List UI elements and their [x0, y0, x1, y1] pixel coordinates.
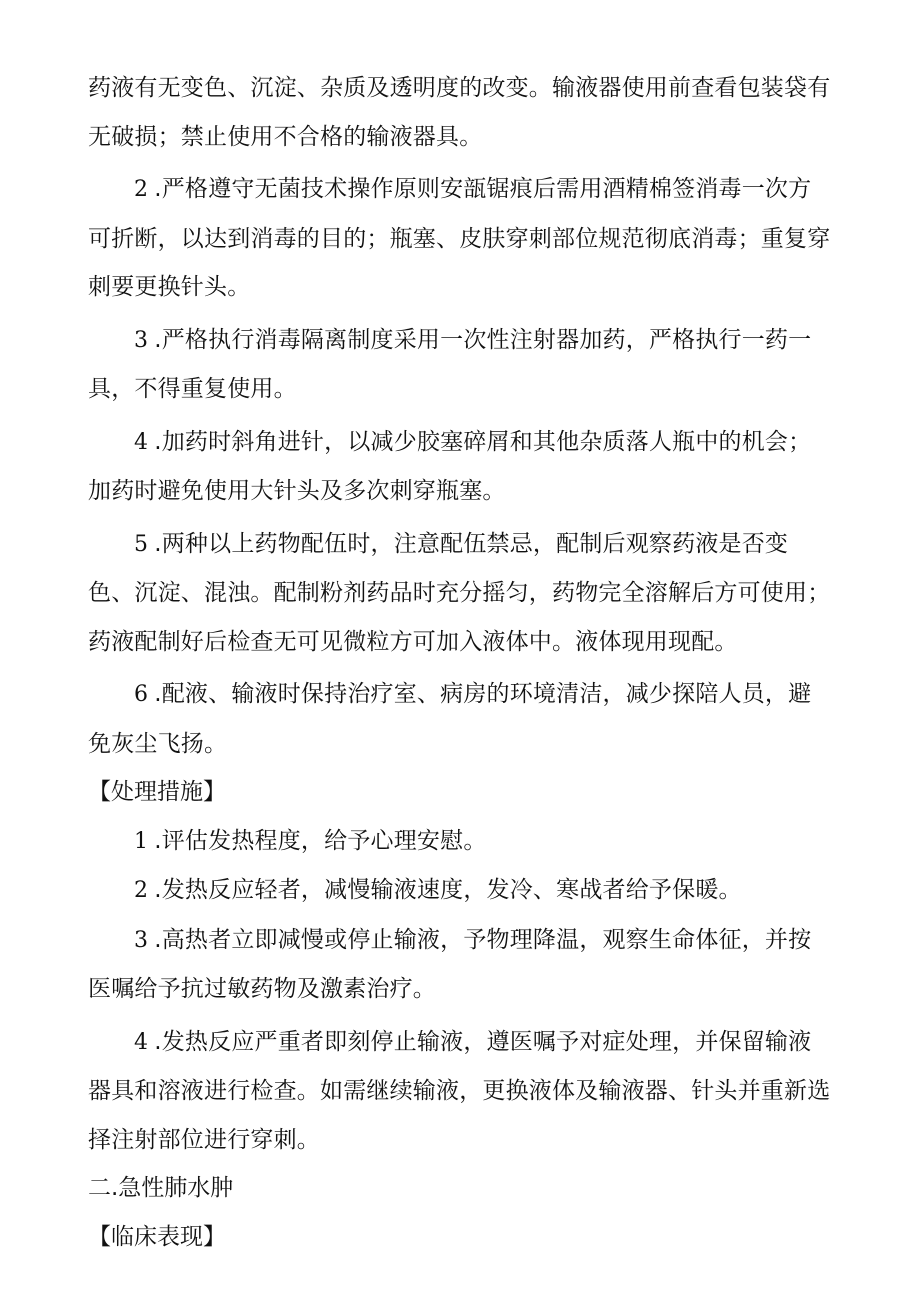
item-text: .两种以上药物配伍时，注意配伍禁忌，配制后观察药液是否变色、沉淀、混浊。配制粉剂药品时充分摇匀，药物完全溶解后方可使用；药液配制好后检查无可见微粒方可加入液体中。液体现用现配。 — [88, 530, 831, 655]
item-text: .评估发热程度，给予心理安慰。 — [154, 827, 487, 854]
section-title: 二.急性肺水肿 — [88, 1175, 234, 1201]
item-number: 6 — [134, 682, 149, 707]
treatment-heading: 【处理措施】 — [88, 779, 226, 805]
item-number: 4 — [134, 1029, 149, 1055]
item-text: .加药时斜角进针，以减少胶塞碎屑和其他杂质落人瓶中的机会；加药时避免使用大针头及多次刺穿瓶塞。 — [88, 428, 812, 504]
item-text: .发热反应轻者，减慢输液速度，发冷、寒战者给予保暖。 — [154, 877, 742, 903]
item-number: 3 — [134, 327, 149, 353]
prevention-item-2 — [88, 165, 832, 312]
prevention-item-4 — [88, 418, 832, 516]
prevention-item-3 — [88, 316, 832, 414]
treatment-item-2 — [88, 866, 832, 916]
prevention-item-6 — [88, 670, 832, 768]
item-number: 5 — [134, 531, 149, 557]
continuation-paragraph: 药液有无变色、沉淀、杂质及透明度的改变。输液器使用前查看包装袋有无破损；禁止使用不合格的输液器具。 — [88, 75, 831, 150]
item-number: 3 — [134, 927, 149, 953]
item-number: 2 — [134, 878, 149, 903]
item-text: .严格执行消毒隔离制度采用一次性注射器加药，严格执行一药一具，不得重复使用。 — [88, 326, 812, 402]
item-number: 2 — [134, 177, 149, 202]
item-text: .高热者立即减慢或停止输液，予物理降温，观察生命体征，并按医嘱给予抗过敏药物及激素治疗。 — [88, 926, 812, 1002]
treatment-item-4 — [88, 1018, 832, 1165]
item-number: 4 — [134, 429, 149, 455]
clinical-heading: 【临床表现】 — [88, 1223, 226, 1250]
item-number: 1 — [134, 828, 149, 854]
item-text: .发热反应严重者即刻停止输液，遵医嘱予对症处理，并保留输液器具和溶液进行检查。如需继续输液，更换液体及输液器、针头并重新选择注射部位进行穿刺。 — [88, 1028, 831, 1153]
prevention-item-5 — [88, 520, 832, 667]
item-text: .配液、输液时保持治疗室、病房的环境清洁，减少探陪人员，避免灰尘飞扬。 — [88, 681, 812, 757]
treatment-item-3 — [88, 916, 832, 1014]
item-text: .严格遵守无菌技术操作原则安瓿锯痕后需用酒精棉签消毒一次方可折断，以达到消毒的目的；瓶塞、皮肤穿刺部位规范彻底消毒；重复穿刺要更换针头。 — [88, 176, 831, 300]
treatment-item-1 — [88, 817, 832, 867]
